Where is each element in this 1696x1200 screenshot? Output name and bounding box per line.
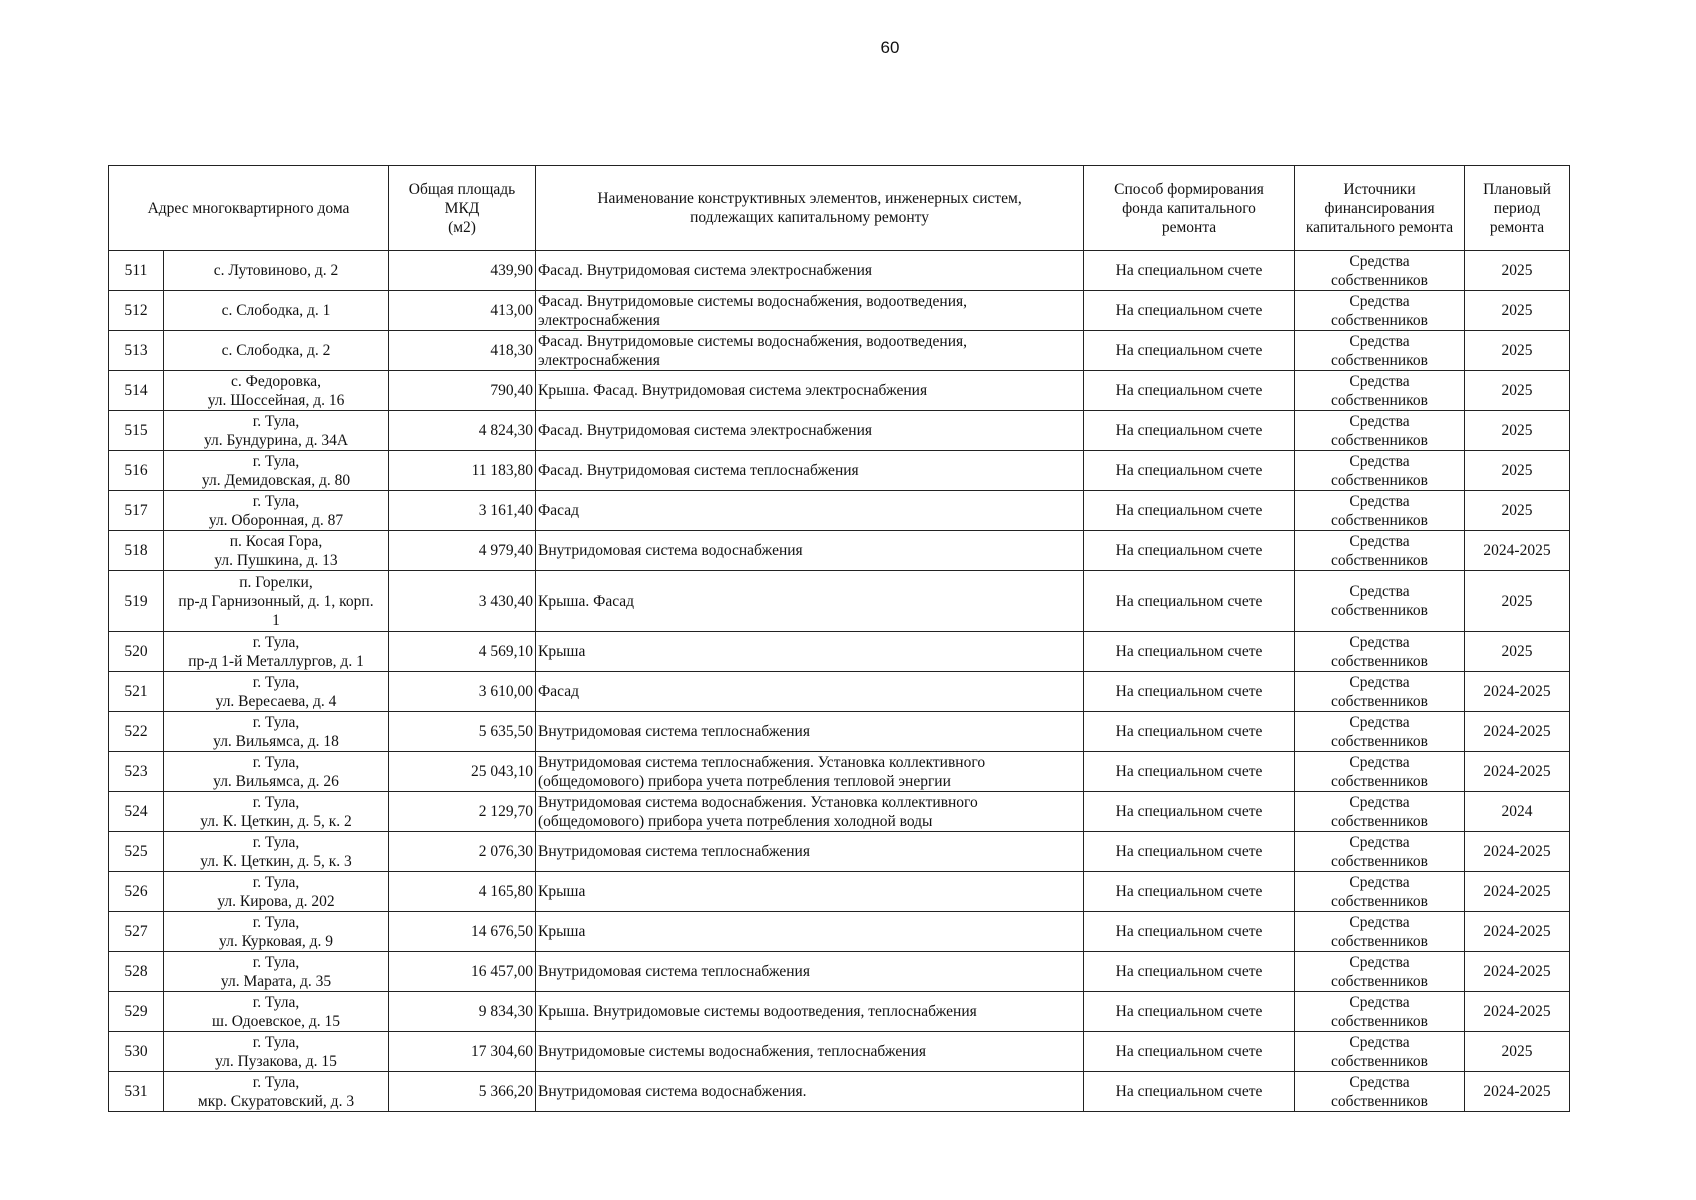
address-cell-line: п. Косая Гора, xyxy=(229,532,323,550)
source-cell xyxy=(1295,451,1465,491)
address-cell-line: г. Тула, xyxy=(252,753,300,771)
source-cell-line: Средства xyxy=(1349,332,1410,350)
source-cell-line: Средства xyxy=(1349,412,1410,430)
address-cell-line: ул. К. Цеткин, д. 5, к. 3 xyxy=(200,852,352,870)
address-cell-line: 1 xyxy=(272,611,280,629)
period-cell: 2025 xyxy=(1465,1032,1570,1072)
period-cell: 2025 xyxy=(1465,371,1570,411)
elements-cell: Фасад xyxy=(536,491,1084,531)
source-cell-line: собственников xyxy=(1331,932,1428,950)
header-area xyxy=(389,166,536,251)
header-method-line: Способ формирования xyxy=(1114,180,1264,198)
method-cell: На специальном счете xyxy=(1084,912,1295,952)
address-cell xyxy=(164,411,389,451)
row-number: 513 xyxy=(109,331,164,371)
method-cell: На специальном счете xyxy=(1084,992,1295,1032)
area-cell: 17 304,60 xyxy=(389,1032,536,1072)
source-cell-line: Средства xyxy=(1349,673,1410,691)
capital-repair-table xyxy=(108,165,1570,1112)
row-number: 530 xyxy=(109,1032,164,1072)
method-cell: На специальном счете xyxy=(1084,411,1295,451)
address-cell xyxy=(164,1072,389,1112)
table-row xyxy=(109,371,1570,411)
address-cell-line: ул. Вересаева, д. 4 xyxy=(215,692,337,710)
period-cell: 2024-2025 xyxy=(1465,952,1570,992)
table-row xyxy=(109,491,1570,531)
method-cell: На специальном счете xyxy=(1084,371,1295,411)
address-cell-line: ул. Кирова, д. 202 xyxy=(217,892,335,910)
address-cell-line: ул. Шоссейная, д. 16 xyxy=(207,391,345,409)
source-cell xyxy=(1295,571,1465,632)
area-cell: 2 129,70 xyxy=(389,792,536,832)
address-cell-line: с. Федоровка, xyxy=(230,372,322,390)
period-cell: 2025 xyxy=(1465,331,1570,371)
address-cell-line: мкр. Скуратовский, д. 3 xyxy=(197,1092,355,1110)
address-cell-line: с. Лутовиново, д. 2 xyxy=(213,262,339,279)
address-cell-line: п. Горелки, xyxy=(239,573,313,591)
elements-cell: Внутридомовая система водоснабжения. xyxy=(536,1072,1084,1112)
source-cell xyxy=(1295,672,1465,712)
source-cell xyxy=(1295,632,1465,672)
table-row xyxy=(109,571,1570,632)
address-cell xyxy=(164,251,389,291)
address-cell-line: г. Тула, xyxy=(252,793,300,811)
source-cell-line: Средства xyxy=(1349,913,1410,931)
address-cell xyxy=(164,952,389,992)
method-cell: На специальном счете xyxy=(1084,571,1295,632)
elements-cell: Крыша xyxy=(536,912,1084,952)
address-cell-line: с. Слободка, д. 2 xyxy=(221,342,331,359)
header-address: Адрес многоквартирного дома xyxy=(109,166,389,251)
source-cell xyxy=(1295,1072,1465,1112)
source-cell-line: собственников xyxy=(1331,892,1428,910)
method-cell: На специальном счете xyxy=(1084,531,1295,571)
area-cell: 439,90 xyxy=(389,251,536,291)
address-cell-line: ул. Бундурина, д. 34А xyxy=(203,431,349,449)
source-cell xyxy=(1295,531,1465,571)
method-cell: На специальном счете xyxy=(1084,672,1295,712)
source-cell-line: собственников xyxy=(1331,551,1428,569)
row-number: 523 xyxy=(109,752,164,792)
period-cell: 2025 xyxy=(1465,571,1570,632)
period-cell: 2025 xyxy=(1465,411,1570,451)
address-cell-line: г. Тула, xyxy=(252,412,300,430)
elements-cell: Фасад xyxy=(536,672,1084,712)
source-cell-line: собственников xyxy=(1331,1052,1428,1070)
table-row xyxy=(109,912,1570,952)
source-cell-line: собственников xyxy=(1331,1012,1428,1030)
address-cell xyxy=(164,491,389,531)
address-cell-line: пр-д 1-й Металлургов, д. 1 xyxy=(188,652,364,670)
row-number: 514 xyxy=(109,371,164,411)
source-cell-line: собственников xyxy=(1331,852,1428,870)
source-cell xyxy=(1295,792,1465,832)
address-cell-line: г. Тула, xyxy=(252,873,300,891)
elements-cell: Фасад. Внутридомовые системы водоснабжения, водоотведения, электроснабжения xyxy=(536,291,1084,331)
method-cell: На специальном счете xyxy=(1084,331,1295,371)
source-cell-line: собственников xyxy=(1331,311,1428,329)
period-cell: 2025 xyxy=(1465,632,1570,672)
source-cell-line: собственников xyxy=(1331,471,1428,489)
source-cell-line: собственников xyxy=(1331,511,1428,529)
source-cell xyxy=(1295,952,1465,992)
address-cell xyxy=(164,451,389,491)
method-cell: На специальном счете xyxy=(1084,792,1295,832)
source-cell xyxy=(1295,251,1465,291)
period-cell: 2024-2025 xyxy=(1465,872,1570,912)
method-cell: На специальном счете xyxy=(1084,491,1295,531)
row-number: 516 xyxy=(109,451,164,491)
elements-cell: Крыша. Фасад. Внутридомовая система электроснабжения xyxy=(536,371,1084,411)
elements-cell: Внутридомовые системы водоснабжения, теплоснабжения xyxy=(536,1032,1084,1072)
table-row xyxy=(109,291,1570,331)
row-number: 520 xyxy=(109,632,164,672)
area-cell: 4 979,40 xyxy=(389,531,536,571)
header-source-line: финансирования xyxy=(1324,199,1435,217)
address-cell-line: г. Тула, xyxy=(252,833,300,851)
source-cell-line: собственников xyxy=(1331,351,1428,369)
address-cell xyxy=(164,672,389,712)
area-cell: 418,30 xyxy=(389,331,536,371)
address-cell-line: г. Тула, xyxy=(252,633,300,651)
source-cell xyxy=(1295,832,1465,872)
source-cell xyxy=(1295,1032,1465,1072)
source-cell xyxy=(1295,712,1465,752)
source-cell-line: собственников xyxy=(1331,602,1428,619)
table-row xyxy=(109,792,1570,832)
source-cell-line: собственников xyxy=(1331,772,1428,790)
address-cell xyxy=(164,872,389,912)
period-cell: 2024-2025 xyxy=(1465,1072,1570,1112)
source-cell-line: Средства xyxy=(1349,833,1410,851)
address-cell-line: г. Тула, xyxy=(252,1033,300,1051)
address-cell xyxy=(164,331,389,371)
table-row xyxy=(109,752,1570,792)
source-cell-line: Средства xyxy=(1349,252,1410,270)
area-cell: 5 635,50 xyxy=(389,712,536,752)
area-cell: 14 676,50 xyxy=(389,912,536,952)
elements-cell: Фасад. Внутридомовая система электроснабжения xyxy=(536,251,1084,291)
area-cell: 4 824,30 xyxy=(389,411,536,451)
source-cell-line: Средства xyxy=(1349,1073,1410,1091)
source-cell-line: Средства xyxy=(1349,793,1410,811)
header-elements xyxy=(536,166,1084,251)
header-source-line: Источники xyxy=(1343,180,1416,198)
row-number: 521 xyxy=(109,672,164,712)
header-area-line: МКД xyxy=(444,199,480,217)
table-row xyxy=(109,411,1570,451)
period-cell: 2025 xyxy=(1465,451,1570,491)
row-number: 512 xyxy=(109,291,164,331)
row-number: 524 xyxy=(109,792,164,832)
period-cell: 2025 xyxy=(1465,251,1570,291)
source-cell xyxy=(1295,291,1465,331)
elements-cell: Внутридомовая система водоснабжения xyxy=(536,531,1084,571)
address-cell xyxy=(164,531,389,571)
address-cell-line: ул. Демидовская, д. 80 xyxy=(201,471,351,489)
area-cell: 9 834,30 xyxy=(389,992,536,1032)
source-cell xyxy=(1295,912,1465,952)
period-cell: 2025 xyxy=(1465,491,1570,531)
source-cell-line: собственников xyxy=(1331,391,1428,409)
header-method-line: ремонта xyxy=(1161,218,1217,236)
period-cell: 2024-2025 xyxy=(1465,531,1570,571)
method-cell: На специальном счете xyxy=(1084,872,1295,912)
period-cell: 2024-2025 xyxy=(1465,912,1570,952)
source-cell-line: собственников xyxy=(1331,271,1428,289)
elements-cell: Фасад. Внутридомовая система теплоснабжения xyxy=(536,451,1084,491)
source-cell-line: собственников xyxy=(1331,732,1428,750)
row-number: 522 xyxy=(109,712,164,752)
source-cell xyxy=(1295,331,1465,371)
source-cell-line: Средства xyxy=(1349,292,1410,310)
table-row xyxy=(109,712,1570,752)
address-cell-line: г. Тула, xyxy=(252,452,300,470)
address-cell xyxy=(164,832,389,872)
source-cell-line: Средства xyxy=(1349,753,1410,771)
method-cell: На специальном счете xyxy=(1084,1032,1295,1072)
address-cell-line: ул. Вильямса, д. 26 xyxy=(213,772,339,790)
period-cell: 2024 xyxy=(1465,792,1570,832)
address-cell-line: ул. Вильямса, д. 18 xyxy=(213,732,339,750)
address-cell-line: г. Тула, xyxy=(252,673,300,691)
address-cell-line: ул. Марата, д. 35 xyxy=(220,972,332,990)
address-cell-line: г. Тула, xyxy=(252,913,300,931)
table-row xyxy=(109,832,1570,872)
table-row xyxy=(109,331,1570,371)
area-cell: 3 161,40 xyxy=(389,491,536,531)
elements-cell: Крыша. Фасад xyxy=(536,571,1084,632)
address-cell xyxy=(164,912,389,952)
row-number: 531 xyxy=(109,1072,164,1112)
table-row xyxy=(109,531,1570,571)
period-cell: 2024-2025 xyxy=(1465,672,1570,712)
header-source xyxy=(1295,166,1465,251)
elements-cell: Крыша xyxy=(536,632,1084,672)
header-area-line: (м2) xyxy=(448,218,476,236)
row-number: 526 xyxy=(109,872,164,912)
address-cell-line: г. Тула, xyxy=(252,492,300,510)
area-cell: 790,40 xyxy=(389,371,536,411)
address-cell-line: ул. Пушкина, д. 13 xyxy=(214,551,338,569)
header-period-line: Плановый xyxy=(1483,180,1551,198)
source-cell xyxy=(1295,752,1465,792)
area-cell: 16 457,00 xyxy=(389,952,536,992)
method-cell: На специальном счете xyxy=(1084,251,1295,291)
table-header-row xyxy=(109,166,1570,251)
method-cell: На специальном счете xyxy=(1084,952,1295,992)
area-cell: 4 569,10 xyxy=(389,632,536,672)
source-cell-line: Средства xyxy=(1349,452,1410,470)
elements-cell: Внутридомовая система теплоснабжения. Установка коллективного (общедомового) прибора учета потребления тепловой энергии xyxy=(536,752,1084,792)
address-cell-line: ул. Оборонная, д. 87 xyxy=(208,511,344,529)
elements-cell: Внутридомовая система водоснабжения. Установка коллективного (общедомового) прибора учета потребления холодной воды xyxy=(536,792,1084,832)
table-row xyxy=(109,872,1570,912)
elements-cell: Внутридомовая система теплоснабжения xyxy=(536,712,1084,752)
method-cell: На специальном счете xyxy=(1084,632,1295,672)
row-number: 525 xyxy=(109,832,164,872)
row-number: 529 xyxy=(109,992,164,1032)
address-cell xyxy=(164,1032,389,1072)
method-cell: На специальном счете xyxy=(1084,291,1295,331)
row-number: 511 xyxy=(109,251,164,291)
table-row xyxy=(109,451,1570,491)
table-row xyxy=(109,251,1570,291)
period-cell: 2025 xyxy=(1465,291,1570,331)
source-cell-line: Средства xyxy=(1349,873,1410,891)
source-cell xyxy=(1295,411,1465,451)
table-row xyxy=(109,1072,1570,1112)
method-cell: На специальном счете xyxy=(1084,832,1295,872)
address-cell-line: г. Тула, xyxy=(252,713,300,731)
source-cell-line: собственников xyxy=(1331,692,1428,710)
address-cell xyxy=(164,291,389,331)
page-number: 60 xyxy=(880,38,900,57)
source-cell-line: Средства xyxy=(1349,713,1410,731)
address-cell-line: г. Тула, xyxy=(252,953,300,971)
area-cell: 25 043,10 xyxy=(389,752,536,792)
source-cell xyxy=(1295,992,1465,1032)
source-cell-line: собственников xyxy=(1331,1092,1428,1110)
method-cell: На специальном счете xyxy=(1084,752,1295,792)
address-cell xyxy=(164,571,389,632)
address-cell xyxy=(164,632,389,672)
table-row xyxy=(109,992,1570,1032)
address-cell xyxy=(164,712,389,752)
period-cell: 2024-2025 xyxy=(1465,992,1570,1032)
table-body xyxy=(109,251,1570,1112)
table-row xyxy=(109,632,1570,672)
source-cell xyxy=(1295,491,1465,531)
area-cell: 5 366,20 xyxy=(389,1072,536,1112)
table-row xyxy=(109,672,1570,712)
address-cell-line: г. Тула, xyxy=(252,993,300,1011)
table-row xyxy=(109,952,1570,992)
source-cell-line: Средства xyxy=(1349,1033,1410,1051)
row-number: 517 xyxy=(109,491,164,531)
address-cell xyxy=(164,752,389,792)
address-cell xyxy=(164,792,389,832)
header-source-line: капитального ремонта xyxy=(1305,218,1454,236)
period-cell: 2024-2025 xyxy=(1465,712,1570,752)
elements-cell: Крыша xyxy=(536,872,1084,912)
address-cell-line: ул. Пузакова, д. 15 xyxy=(215,1052,337,1070)
address-cell-line: ул. Курковая, д. 9 xyxy=(219,932,333,950)
source-cell-line: Средства xyxy=(1349,492,1410,510)
elements-cell: Внутридомовая система теплоснабжения xyxy=(536,832,1084,872)
source-cell-line: Средства xyxy=(1349,532,1410,550)
area-cell: 4 165,80 xyxy=(389,872,536,912)
elements-cell: Внутридомовая система теплоснабжения xyxy=(536,952,1084,992)
header-elements-line: подлежащих капитальному ремонту xyxy=(690,209,929,226)
source-cell-line: Средства xyxy=(1349,583,1410,600)
row-number: 518 xyxy=(109,531,164,571)
area-cell: 2 076,30 xyxy=(389,832,536,872)
address-cell xyxy=(164,371,389,411)
row-number: 515 xyxy=(109,411,164,451)
area-cell: 3 430,40 xyxy=(389,571,536,632)
elements-cell: Фасад. Внутридомовые системы водоснабжения, водоотведения, электроснабжения xyxy=(536,331,1084,371)
source-cell-line: Средства xyxy=(1349,953,1410,971)
source-cell-line: Средства xyxy=(1349,993,1410,1011)
address-cell-line: ул. К. Цеткин, д. 5, к. 2 xyxy=(200,812,352,830)
method-cell: На специальном счете xyxy=(1084,712,1295,752)
address-cell xyxy=(164,992,389,1032)
header-period-line: период xyxy=(1493,199,1541,217)
row-number: 527 xyxy=(109,912,164,952)
header-method-line: фонда капитального xyxy=(1122,199,1256,217)
address-cell-line: пр-д Гарнизонный, д. 1, корп. xyxy=(178,592,374,610)
header-period-line: ремонта xyxy=(1489,218,1545,236)
source-cell-line: собственников xyxy=(1331,431,1428,449)
period-cell: 2024-2025 xyxy=(1465,752,1570,792)
address-cell-line: с. Слободка, д. 1 xyxy=(221,302,331,319)
period-cell: 2024-2025 xyxy=(1465,832,1570,872)
elements-cell: Крыша. Внутридомовые системы водоотведения, теплоснабжения xyxy=(536,992,1084,1032)
area-cell: 413,00 xyxy=(389,291,536,331)
elements-cell: Фасад. Внутридомовая система электроснабжения xyxy=(536,411,1084,451)
source-cell-line: собственников xyxy=(1331,972,1428,990)
source-cell xyxy=(1295,371,1465,411)
address-cell-line: ш. Одоевское, д. 15 xyxy=(212,1012,340,1030)
method-cell: На специальном счете xyxy=(1084,1072,1295,1112)
row-number: 519 xyxy=(109,571,164,632)
area-cell: 3 610,00 xyxy=(389,672,536,712)
row-number: 528 xyxy=(109,952,164,992)
source-cell xyxy=(1295,872,1465,912)
header-area-line: Общая площадь xyxy=(408,180,516,198)
table-row xyxy=(109,1032,1570,1072)
header-period xyxy=(1465,166,1570,251)
source-cell-line: собственников xyxy=(1331,652,1428,670)
source-cell-line: Средства xyxy=(1349,633,1410,651)
source-cell-line: собственников xyxy=(1331,812,1428,830)
header-method xyxy=(1084,166,1295,251)
method-cell: На специальном счете xyxy=(1084,451,1295,491)
address-cell-line: г. Тула, xyxy=(252,1073,300,1091)
header-elements-line: Наименование конструктивных элементов, инженерных систем, xyxy=(597,190,1022,207)
source-cell-line: Средства xyxy=(1349,372,1410,390)
area-cell: 11 183,80 xyxy=(389,451,536,491)
